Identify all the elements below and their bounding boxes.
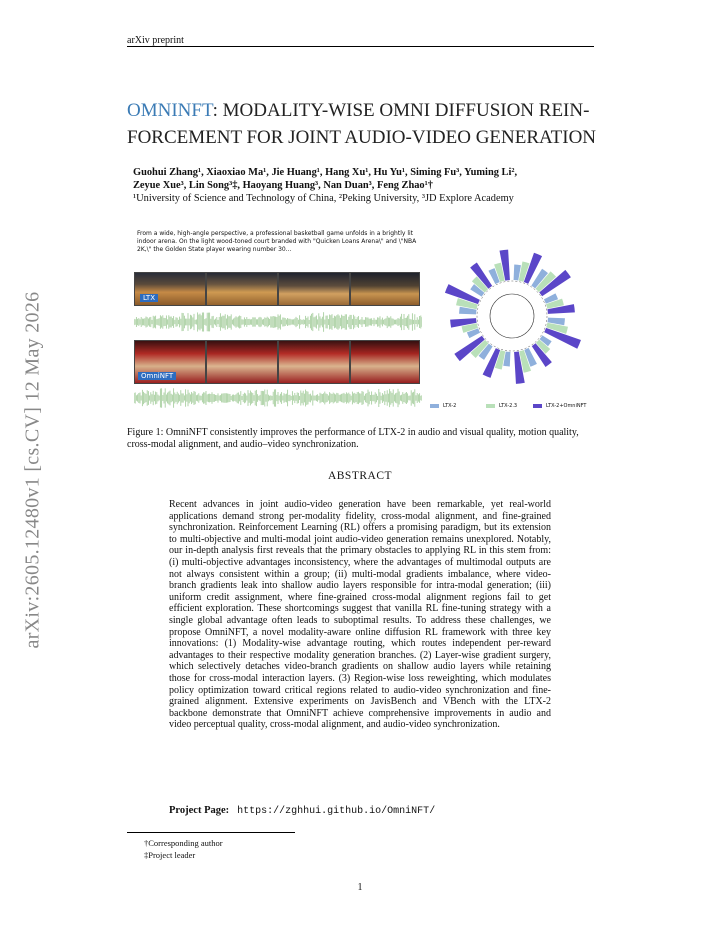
author-line-2: Zeyue Xue³, Lin Song³‡, Haoyang Huang³, Nan Duan³, Feng Zhao¹† [133,180,433,191]
video-frame [350,340,420,384]
chart-group-ring [477,281,547,351]
video-frames-top [134,272,420,308]
running-header: arXiv preprint [127,35,184,46]
title-line2: FORCEMENT FOR JOINT AUDIO-VIDEO GENERATION [127,127,597,148]
video-frame [350,272,420,306]
title-omninft: OMNINFT [127,100,213,121]
legend-swatch [430,404,439,408]
video-frame [206,340,278,384]
header-rule [127,46,594,47]
abstract-body: Recent advances in joint audio-video generation have been remarkable, yet real-world applications demand strong per-modality fidelity, cross-modal alignment, and fine-grained synchronization. Reinforcement Learning (RL) offers a promising paradigm, but its extension to multi-objective and multi-modal joint audio-video generation remains unexplored. Notably, our in-depth analysis first reveals that the primary obstacles to applying RL in this stem from: (i) multi-objective advantages inconsistency, where the advantages of multimodal outputs are not always consistent within a group; (ii) multi-modal gradients imbalance, where video-branch gradients leak into shallow audio layers responsible for intra-modal generation; (iii) uniform credit assignment, where fine-grained cross-modal alignment regions fail to get efficient exploration. These shortcomings suggest that vanilla RL fine-tuning strategy with a single global advantage often leads to suboptimal results. To address these challenges, we propose OmniNFT, a novel modality-aware online diffusion RL framework with three key innovations: (1) Modality-wise advantage routing, which routes independent per-reward advantages to their respective modality generation branches. (2) Layer-wise gradient surgery, which selectively detaches video-branch gradients on shallow audio layers while retaining those for cross-modal interaction layers. (3) Region-wise loss reweighting, which modulates policy optimization toward critical regions related to audio-video synchronization and fine-grained alignment. Extensive experiments on JavisBench and VBench with the LTX-2 backbone demonstrate that OmniNFT achieve comprehensive improvements in audio and video perceptual quality, cross-modal alignment, and audio-video synchronization. [169,499,551,731]
radial-bar-chart [424,232,600,412]
figure-prompt-text: From a wide, high-angle perspective, a professional basketball game unfolds in a brightly lit indoor arena. On the light wood-toned court branded with "Quicken Loans Arena\" and \"NBA 2K,\" the Golden State player wearing number 30... [137,230,417,253]
video-frames-bottom [134,340,420,384]
legend-omninft: LTX-2+OmniNFT [546,403,587,409]
omninft-label: OmniNFT [138,372,176,380]
affiliations: ¹University of Science and Technology of China, ²Peking University, ³JD Explore Academy [133,193,514,204]
legend-swatch [486,404,495,408]
paper-title [127,97,597,151]
video-frame [278,272,350,306]
audio-waveform-bottom [134,388,422,408]
arxiv-id: arXiv:2605.12480v1 [cs.CV] 12 May 2026 [21,291,44,649]
chart-legend [430,403,600,413]
legend-ltx2: LTX-2 [443,403,457,409]
chart-inner-ring [490,294,534,338]
project-url[interactable]: https://zghhui.github.io/OmniNFT/ [237,806,436,817]
abstract-heading: ABSTRACT [327,470,393,482]
footnote-leader: ‡Project leader [144,850,196,860]
footnote-rule [127,832,295,833]
video-frame [278,340,350,384]
project-label: Project Page: [169,805,230,816]
audio-waveform-top [134,312,422,332]
legend-ltx23: LTX-2.3 [499,403,518,409]
legend-swatch [533,404,542,408]
video-frame [206,272,278,306]
ltx-label: LTX [140,294,158,302]
project-page [169,805,435,817]
figure-caption: Figure 1: OmniNFT consistently improves the performance of LTX-2 in audio and visual quality, motion quality, cross-modal alignment, and audio–video synchronization. [127,427,579,450]
author-line-1: Guohui Zhang¹, Xiaoxiao Ma¹, Jie Huang¹, Hang Xu¹, Hu Yu¹, Siming Fu³, Yuming Li², [133,167,518,178]
page-number: 1 [357,882,363,893]
title-line1: : MODALITY-WISE OMNI DIFFUSION REIN- [212,100,590,121]
author-block [133,166,595,205]
footnote-corresponding: †Corresponding author [144,838,223,848]
